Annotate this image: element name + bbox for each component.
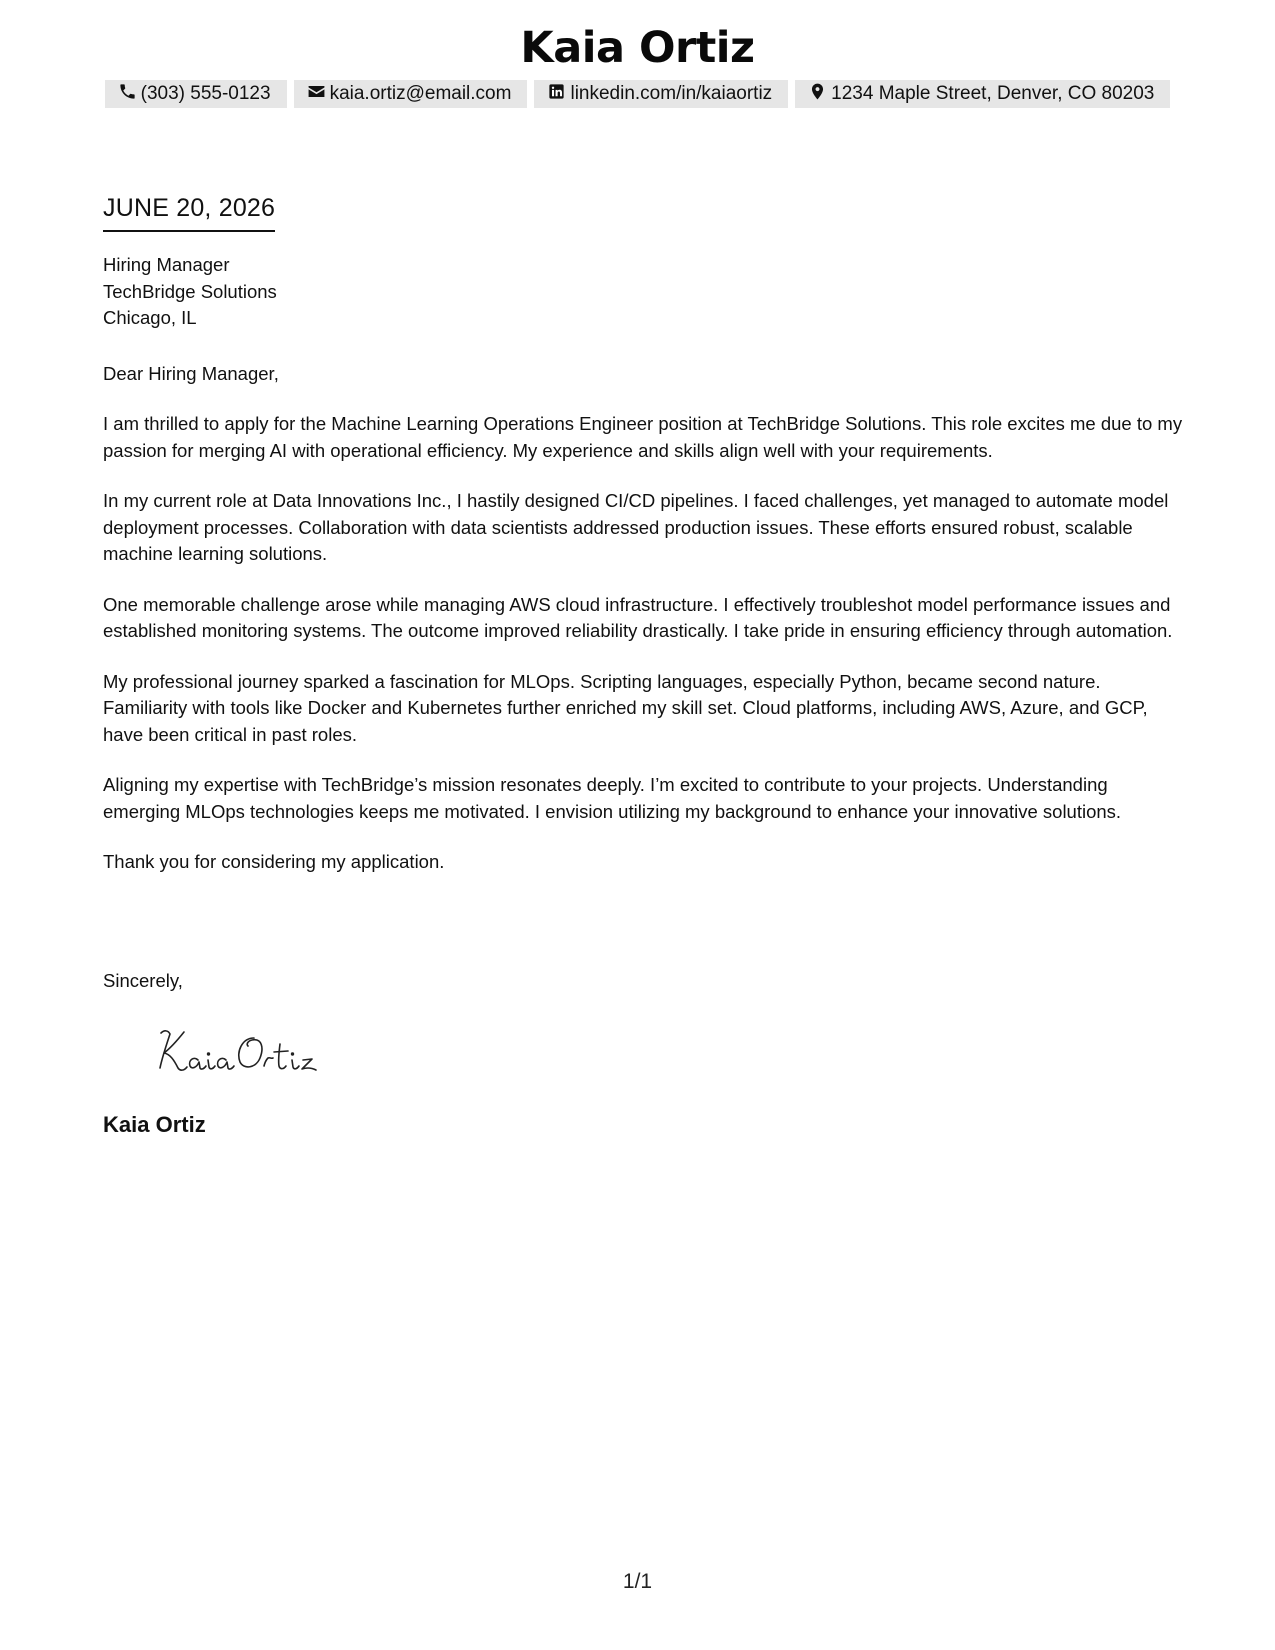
map-pin-icon — [808, 82, 831, 107]
contact-phone-text: (303) 555-0123 — [140, 83, 271, 104]
contact-phone[interactable] — [105, 80, 287, 108]
letter-date: JUNE 20, 2026 — [103, 192, 275, 232]
body-paragraph-4: My professional journey sparked a fascination for MLOps. Scripting languages, especially Python, became second nature. Familiarity with tools like Docker and Kubernetes further enriched my skill set. Cloud platforms, including AWS, Azure, and GCP, have been critical in past roles. — [103, 670, 1148, 745]
body-paragraph-1: I am thrilled to apply for the Machine Learning Operations Engineer position at TechBridge Solutions. This role excites me due to my passion for merging AI with operational efficiency. My experience and skills align well with your requirements. — [103, 413, 1183, 461]
letter-body — [103, 252, 1183, 876]
contact-email[interactable] — [294, 80, 528, 108]
contact-email-text: kaia.ortiz@email.com — [329, 83, 512, 104]
handwritten-signature — [140, 1020, 330, 1080]
body-paragraph-2: In my current role at Data Innovations Inc., I hastily designed CI/CD pipelines. I faced challenges, yet managed to automate model deployment processes. Collaboration with data scientists addressed production issues. These efforts ensured robust, scalable machine learning solutions. — [103, 490, 1169, 564]
applicant-name: Kaia Ortiz — [520, 23, 755, 73]
body-paragraph-3: One memorable challenge arose while managing AWS cloud infrastructure. I effectively troubleshot model performance issues and established monitoring systems. The outcome improved reliability drastically. I take pride in ensuring efficiency through automation. — [103, 593, 1173, 641]
contact-linkedin-text: linkedin.com/in/kaiaortiz — [570, 83, 773, 104]
contact-address[interactable] — [795, 80, 1170, 108]
contact-address-text: 1234 Maple Street, Denver, CO 80203 — [831, 83, 1155, 104]
recipient-location: Chicago, IL — [103, 307, 197, 328]
linkedin-icon — [547, 82, 570, 107]
recipient-company: TechBridge Solutions — [103, 280, 277, 302]
thanks-line: Thank you for considering my application. — [103, 851, 445, 872]
salutation: Dear Hiring Manager, — [103, 362, 279, 384]
phone-icon — [118, 82, 141, 107]
contact-bar — [0, 80, 1275, 108]
recipient-title: Hiring Manager — [103, 254, 230, 275]
body-paragraph-5: Aligning my expertise with TechBridge’s mission resonates deeply. I’m excited to contribute to your projects. Understanding emerging MLOps technologies keeps me motivated. I envision utilizing my background to enhance your innovative solutions. — [103, 774, 1122, 822]
envelope-icon — [307, 82, 330, 107]
contact-linkedin[interactable] — [534, 80, 788, 108]
recipient-block — [103, 252, 1183, 332]
page-number: 1/1 — [622, 1570, 653, 1593]
signer-name: Kaia Ortiz — [103, 1112, 206, 1137]
closing: Sincerely, — [103, 970, 183, 991]
